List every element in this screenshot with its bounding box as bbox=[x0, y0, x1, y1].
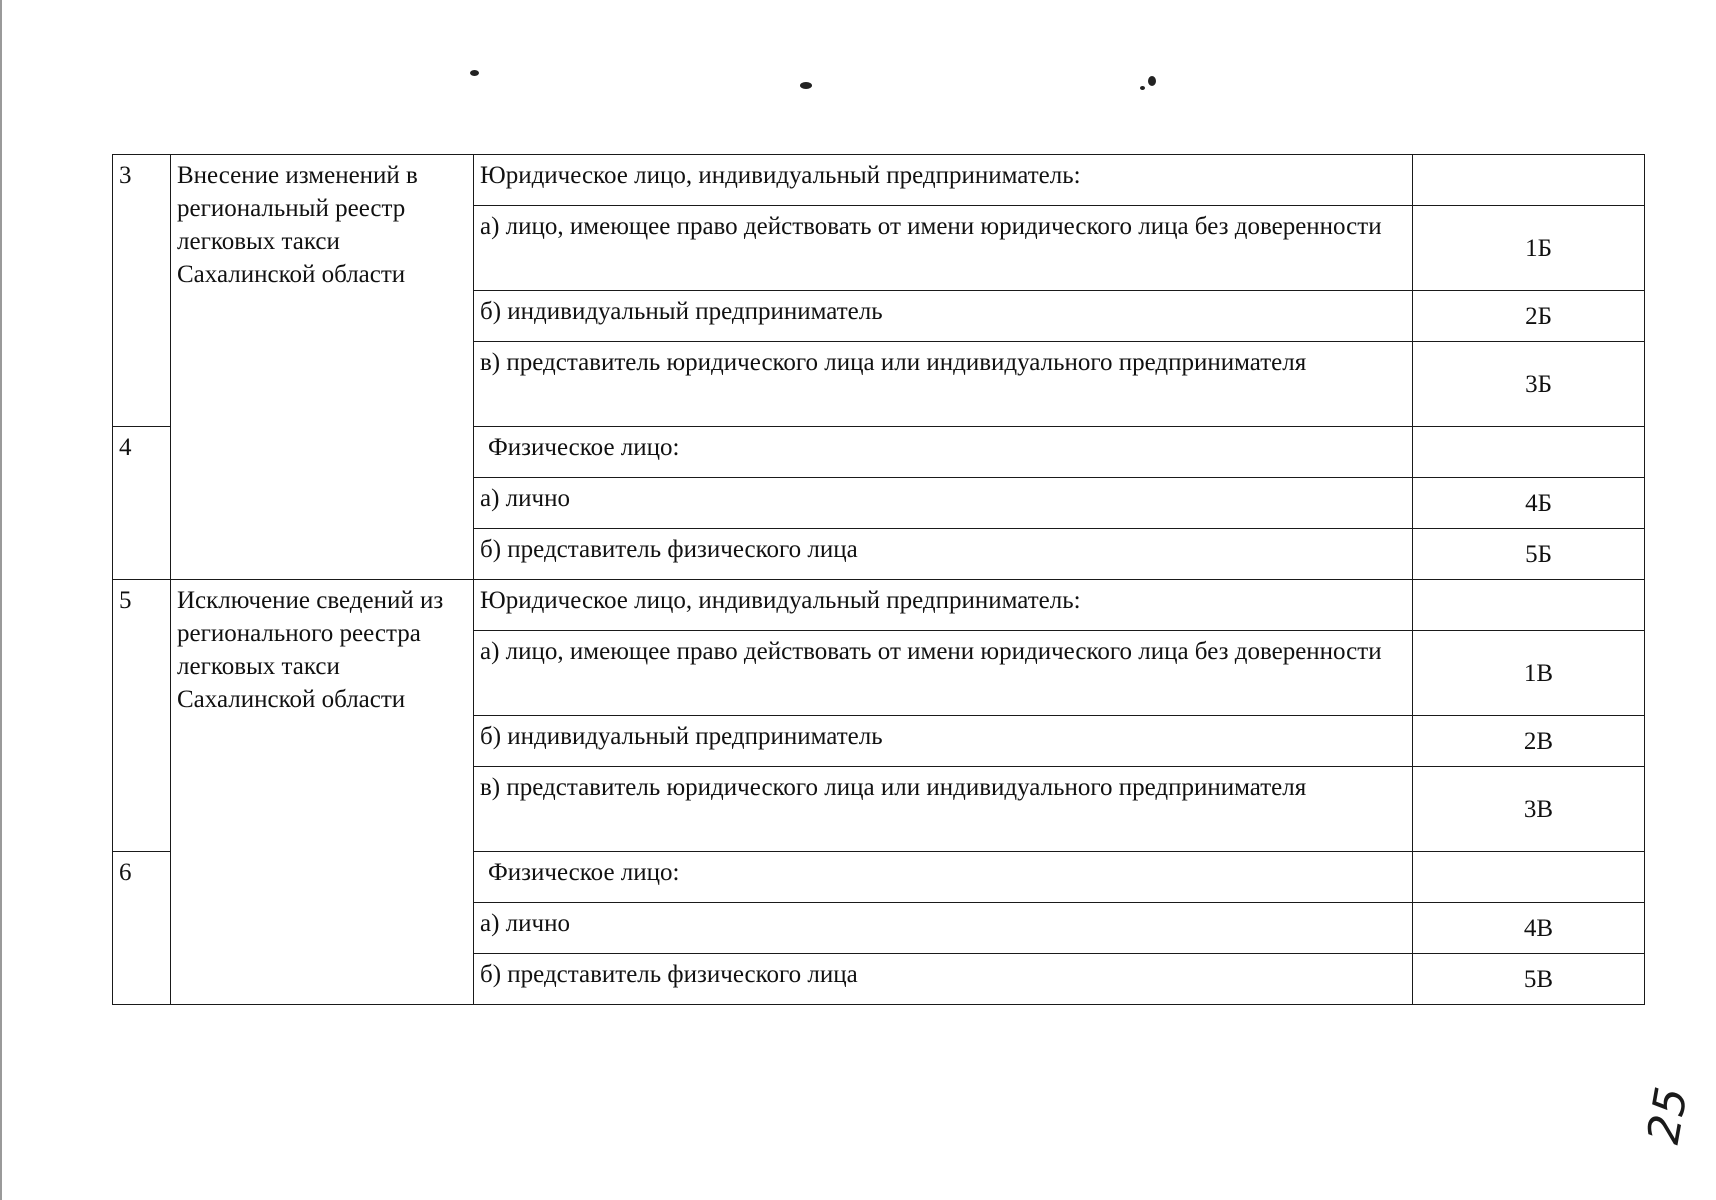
scan-speck bbox=[1140, 86, 1145, 90]
applicant-code: 3В bbox=[1413, 767, 1645, 852]
applicant-code: 2В bbox=[1413, 716, 1645, 767]
applicant-category: б) индивидуальный предприниматель bbox=[474, 291, 1413, 342]
applicant-code: 4В bbox=[1413, 903, 1645, 954]
row-number: 6 bbox=[113, 852, 171, 1005]
applicant-category: Физическое лицо: bbox=[474, 852, 1413, 903]
applicant-code bbox=[1413, 155, 1645, 206]
applicant-code bbox=[1413, 427, 1645, 478]
applicant-category: в) представитель юридического лица или индивидуального предпринимателя bbox=[474, 342, 1413, 427]
scan-speck bbox=[1148, 76, 1156, 86]
applicant-category: в) представитель юридического лица или индивидуального предпринимателя bbox=[474, 767, 1413, 852]
handwritten-page-number: 25 bbox=[1638, 1083, 1698, 1148]
applicant-category: б) индивидуальный предприниматель bbox=[474, 716, 1413, 767]
scan-speck bbox=[800, 82, 812, 89]
scan-speck bbox=[470, 70, 479, 76]
table-row bbox=[113, 155, 1645, 206]
applicant-code: 2Б bbox=[1413, 291, 1645, 342]
applicant-category: а) лично bbox=[474, 903, 1413, 954]
scan-edge bbox=[0, 0, 2, 1200]
applicant-category: Юридическое лицо, индивидуальный предприниматель: bbox=[474, 580, 1413, 631]
applicant-category: Физическое лицо: bbox=[474, 427, 1413, 478]
row-number: 5 bbox=[113, 580, 171, 852]
applicant-category: а) лично bbox=[474, 478, 1413, 529]
applicant-code: 4Б bbox=[1413, 478, 1645, 529]
applicant-code: 3Б bbox=[1413, 342, 1645, 427]
service-name: Исключение сведений из регионального реестра легковых такси Сахалинской области bbox=[171, 580, 474, 1005]
applicant-category: а) лицо, имеющее право действовать от имени юридического лица без доверенности bbox=[474, 631, 1413, 716]
applicant-code: 5Б bbox=[1413, 529, 1645, 580]
services-table bbox=[112, 154, 1645, 1005]
applicant-code: 1В bbox=[1413, 631, 1645, 716]
service-name: Внесение изменений в региональный реестр легковых такси Сахалинской области bbox=[171, 155, 474, 580]
applicant-code bbox=[1413, 852, 1645, 903]
applicant-code: 5В bbox=[1413, 954, 1645, 1005]
applicant-category: б) представитель физического лица bbox=[474, 529, 1413, 580]
applicant-category: б) представитель физического лица bbox=[474, 954, 1413, 1005]
row-number: 4 bbox=[113, 427, 171, 580]
applicant-category: а) лицо, имеющее право действовать от имени юридического лица без доверенности bbox=[474, 206, 1413, 291]
table-row bbox=[113, 580, 1645, 631]
applicant-category: Юридическое лицо, индивидуальный предприниматель: bbox=[474, 155, 1413, 206]
applicant-code: 1Б bbox=[1413, 206, 1645, 291]
row-number: 3 bbox=[113, 155, 171, 427]
applicant-code bbox=[1413, 580, 1645, 631]
